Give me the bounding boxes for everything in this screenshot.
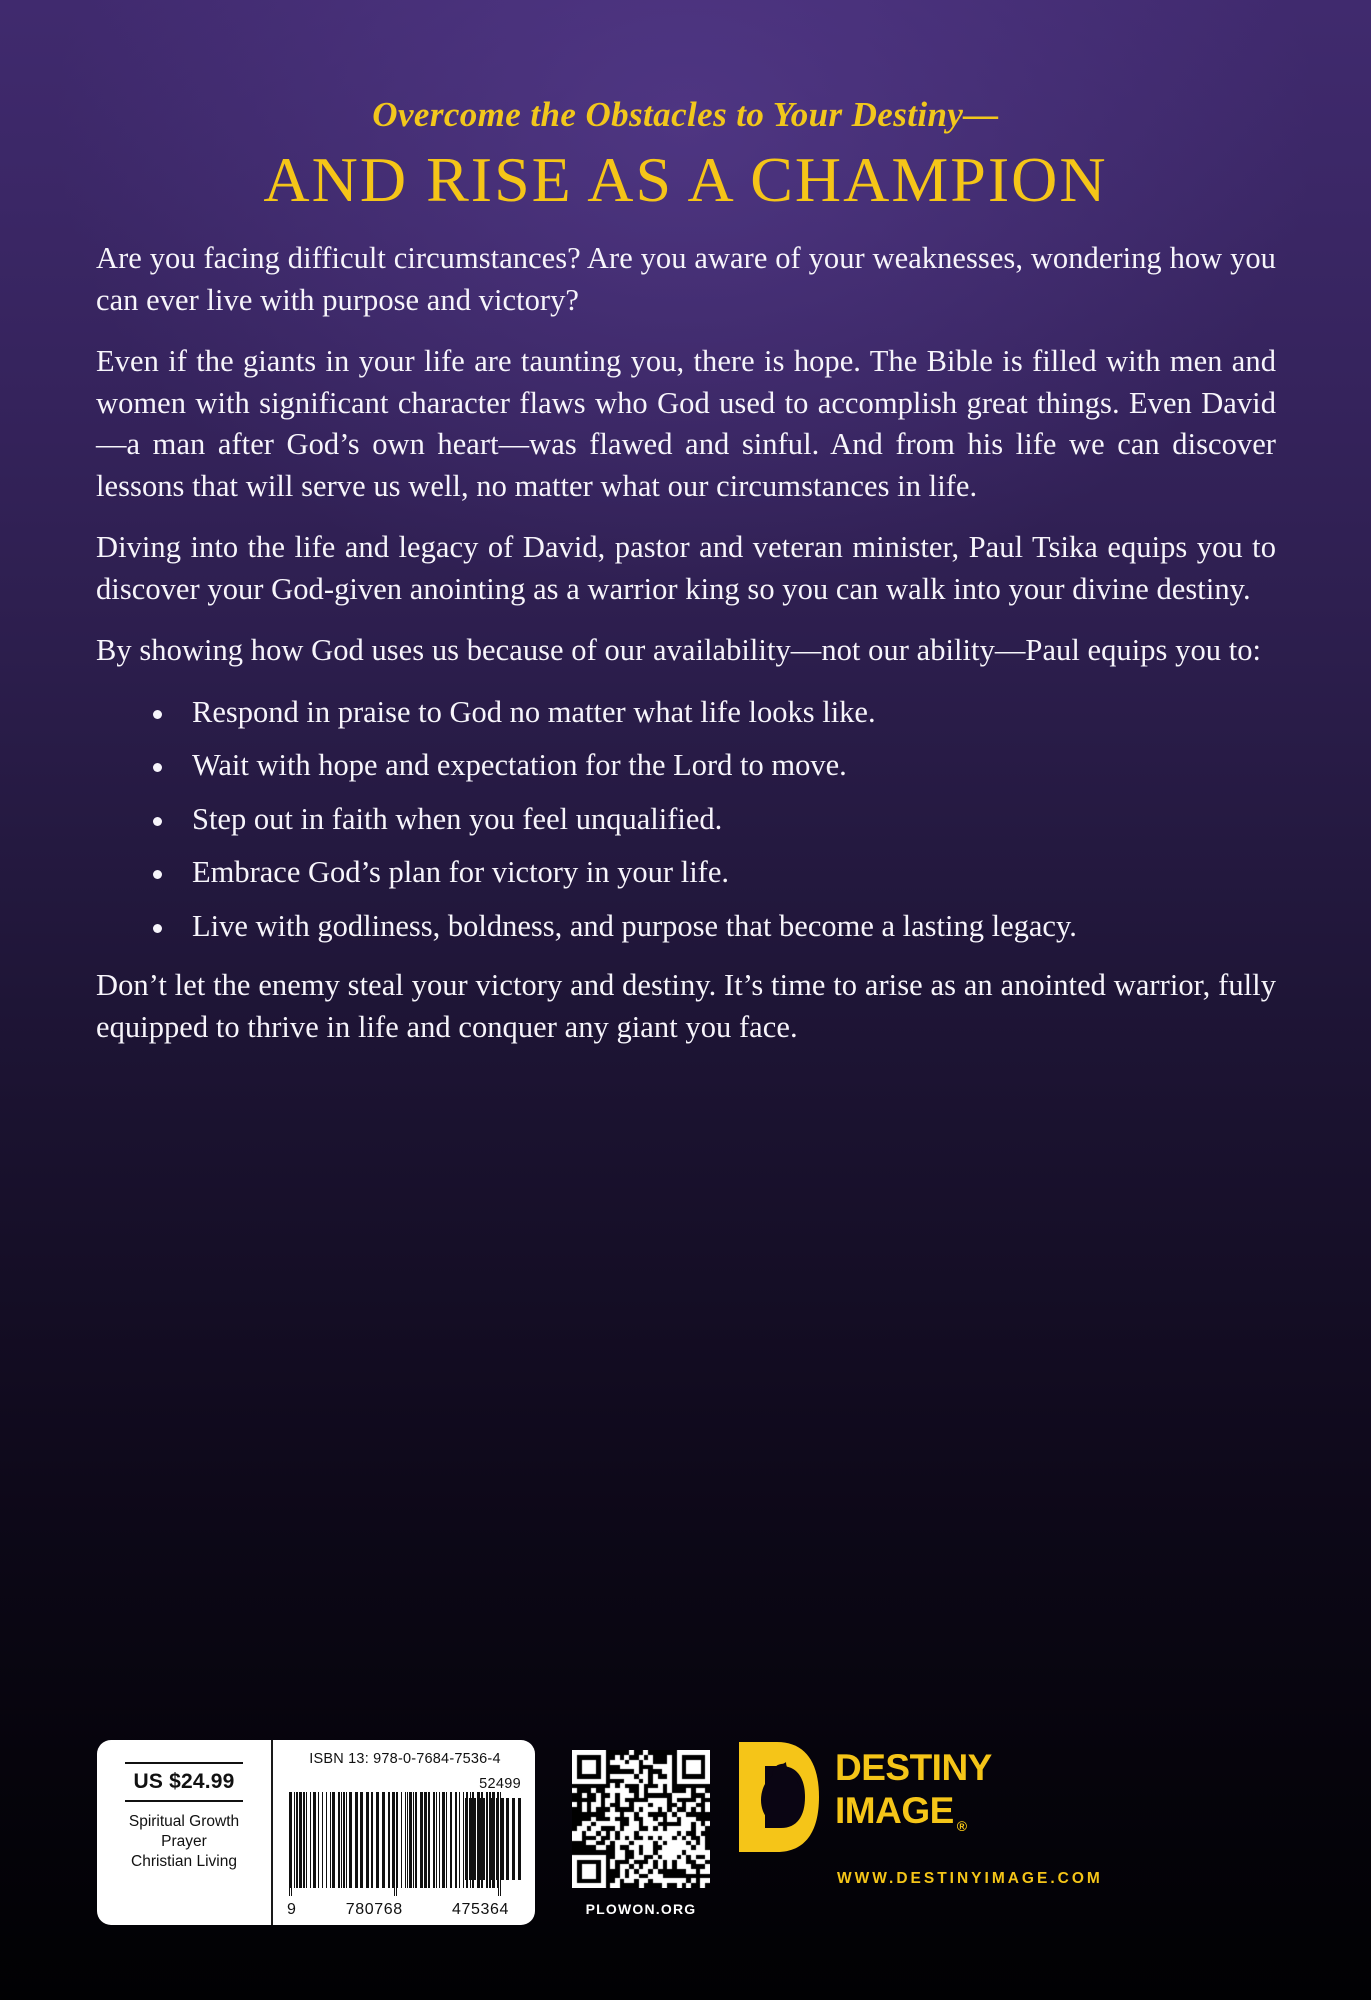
bullet-icon [153,763,162,772]
price-label: US $24.99 [133,1770,235,1793]
page-title: AND RISE AS A CHAMPION [263,143,1108,215]
cover-footer [0,1710,1371,2000]
publisher-name-line1: DESTINY [835,1747,992,1788]
qr-code-label: PLOWON.ORG [585,1901,697,1917]
list-item-label: Step out in faith when you feel unqualified. [192,801,723,836]
bullet-icon [153,870,162,879]
list-item [96,906,1276,948]
barcode-column [273,1740,535,1925]
list-item [96,692,1276,734]
eyebrow-text: Overcome the Obstacles to Your Destiny— [372,95,999,134]
barcode-digit-left: 9 [287,1901,297,1918]
barcode-digits [285,1901,511,1919]
headline-block [0,96,1371,215]
list-item-label: Wait with hope and expectation for the Lord to move. [192,748,847,782]
list-item-label: Embrace God’s plan for victory in your life. [192,855,729,889]
list-item [96,799,1276,841]
destiny-d-flame-icon [735,1738,821,1856]
publisher-name-line2 [835,1789,967,1848]
closing-paragraph: Don’t let the enemy steal your victory and destiny. It’s time to arise as an anointed warrior, fully equipped to thrive in life and conquer any giant you face. [96,968,1276,1044]
body-copy [96,238,1276,1048]
list-item-label: Live with godliness, boldness, and purpose that become a lasting legacy. [192,908,1077,943]
barcode-digit-right: 475364 [452,1901,509,1918]
category-list [129,1802,239,1872]
isbn-label: ISBN 13: 978-0-7684-7536-4 [309,1751,501,1767]
registered-trademark-icon: ® [956,1818,968,1835]
benefits-list [96,692,1276,948]
paragraph: By showing how God uses us because of our availability—not our ability—Paul equips you to: [96,633,1262,667]
list-item-label: Respond in praise to God no matter what life looks like. [192,694,876,729]
publisher-logo [735,1738,1103,1888]
barcode-addon [465,1798,521,1880]
qr-code-block [572,1750,710,1917]
category-line: Spiritual Growth [128,1813,240,1830]
barcode-digit-mid: 780768 [345,1901,403,1918]
list-item [96,745,1276,787]
isbn-price-panel [97,1740,535,1925]
publisher-name-line2-text: IMAGE [835,1790,954,1831]
bullet-icon [153,924,162,933]
bullet-icon [153,817,162,826]
addon-code-label: 52499 [479,1776,521,1792]
list-item [96,852,1276,894]
category-line: Prayer [161,1833,207,1850]
price-column [97,1740,273,1925]
paragraph: Diving into the life and legacy of David, pastor and veteran minister, Paul Tsika equips you to discover your God-given anointing as a warrior king so you can walk into your divine destiny. [96,530,1276,606]
publisher-name [821,1738,992,1848]
category-line: Christian Living [131,1853,237,1870]
qr-code-icon[interactable] [572,1750,710,1888]
bullet-icon [153,710,162,719]
paragraph: Are you facing difficult circumstances? Are you aware of your weaknesses, wondering how you can ever live with purpose and victory? [96,241,1276,317]
publisher-url: WWW.DESTINYIMAGE.COM [837,1870,1103,1887]
paragraph: Even if the giants in your life are taunting you, there is hope. The Bible is filled with men and women with significant character flaws who God used to accomplish great things. Even David—a man after God’s own heart—was flawed and sinful. And from his life we can discover lessons that will serve us well, no matter what our circumstances in life. [96,344,1276,503]
